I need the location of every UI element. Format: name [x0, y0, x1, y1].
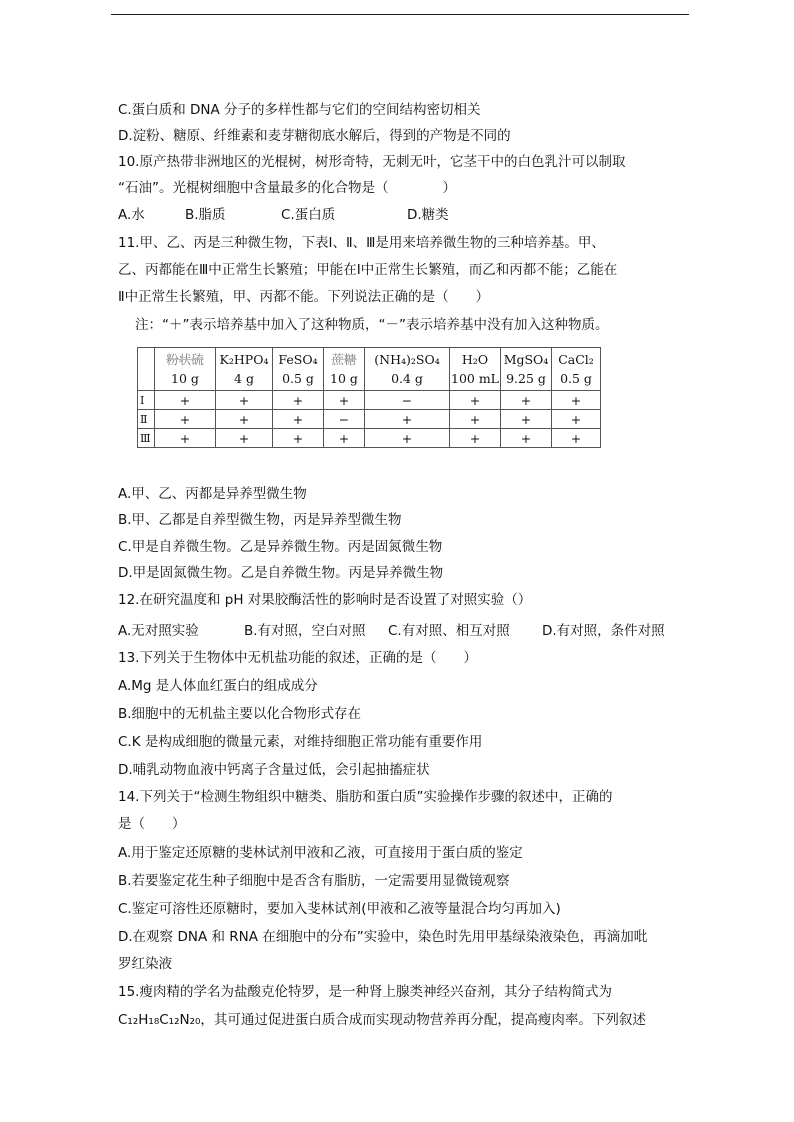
table-cell: + — [501, 429, 552, 448]
q10-option-c: C.蛋白质 — [281, 207, 336, 223]
q10-stem-line-2: “石油”。光棍树细胞中含量最多的化合物是（ ） — [118, 180, 456, 196]
q11-option-c: C.甲是自养微生物。乙是异养微生物。丙是固氮微生物 — [118, 539, 443, 555]
q11-stem-line-1: 11.甲、乙、丙是三种微生物，下表Ⅰ、Ⅱ、Ⅲ是用来培养微生物的三种培养基。甲、 — [118, 235, 605, 251]
q11-option-b: B.甲、乙都是自养型微生物，丙是异养型微生物 — [118, 512, 402, 528]
table-cell: + — [501, 391, 552, 410]
table-row-1 — [138, 391, 601, 410]
q11-stem-line-3: Ⅱ中正常生长繁殖，甲、丙都不能。下列说法正确的是（ ） — [118, 289, 490, 305]
table-cell: − — [324, 410, 365, 429]
q12-option-d: D.有对照，条件对照 — [542, 623, 665, 639]
table-cell: + — [450, 391, 501, 410]
table-cell: + — [324, 391, 365, 410]
q11-option-a: A.甲、乙、丙都是异养型微生物 — [118, 486, 307, 502]
table-cell: + — [552, 429, 601, 448]
q15-stem-line-1: 15.瘦肉精的学名为盐酸克伦特罗，是一种肾上腺类神经兴奋剂，其分子结构简式为 — [118, 984, 612, 1000]
q10-option-a: A.水 — [118, 207, 145, 223]
header-mgso4: MgSO₄ 9.25 g — [501, 348, 552, 391]
q13-option-d: D.哺乳动物血液中钙离子含量过低，会引起抽搐症状 — [118, 762, 430, 778]
table-cell: + — [273, 410, 324, 429]
q11-stem-line-2: 乙、丙都能在Ⅲ中正常生长繁殖；甲能在Ⅰ中正常生长繁殖，而乙和丙都不能；乙能在 — [118, 262, 618, 278]
q15-stem-line-2: C₁₂H₁₈C₁₂N₂₀，其可通过促进蛋白质合成而实现动物营养再分配，提高瘦肉率。下列叙述 — [118, 1012, 646, 1028]
table-cell: + — [155, 429, 216, 448]
table-cell: + — [450, 429, 501, 448]
table-cell: + — [273, 429, 324, 448]
q9-option-c: C.蛋白质和 DNA 分子的多样性都与它们的空间结构密切相关 — [118, 102, 481, 118]
q12-option-b: B.有对照，空白对照 — [244, 623, 366, 639]
q14-option-d: D.在观察 DNA 和 RNA 在细胞中的分布”实验中，染色时先用甲基绿染液染色，再滴加吡 — [118, 929, 648, 945]
q11-note: 注：“＋”表示培养基中加入了这种物质，“－”表示培养基中没有加入这种物质。 — [135, 317, 609, 333]
q14-option-d-continued: 罗红染液 — [118, 956, 172, 972]
table-cell: + — [450, 410, 501, 429]
table-cell: + — [216, 429, 273, 448]
q14-option-b: B.若要鉴定花生种子细胞中是否含有脂肪，一定需要用显微镜观察 — [118, 873, 510, 889]
table-cell: + — [365, 429, 450, 448]
q13-option-b: B.细胞中的无机盐主要以化合物形式存在 — [118, 706, 362, 722]
table-cell: + — [552, 410, 601, 429]
table-cell: + — [216, 391, 273, 410]
table-cell: + — [155, 391, 216, 410]
header-cacl2: CaCl₂ 0.5 g — [552, 348, 601, 391]
header-sulfur: 粉状硫 10 g — [155, 348, 216, 391]
q10-option-d: D.糖类 — [407, 207, 449, 223]
q12-options — [118, 621, 665, 641]
row-label: Ⅲ — [138, 429, 155, 448]
table-cell: + — [155, 410, 216, 429]
header-k2hpo4: K₂HPO₄ 4 g — [216, 348, 273, 391]
table-cell: + — [324, 429, 365, 448]
q14-option-a: A.用于鉴定还原糖的斐林试剂甲液和乙液，可直接用于蛋白质的鉴定 — [118, 845, 523, 861]
table-row-3 — [138, 429, 601, 448]
q14-stem-line-1: 14.下列关于“检测生物组织中糖类、脂肪和蛋白质”实验操作步骤的叙述中，正确的 — [118, 789, 613, 805]
table-cell: + — [216, 410, 273, 429]
q13-option-a: A.Mg 是人体血红蛋白的组成成分 — [118, 678, 318, 694]
table-cell: + — [365, 410, 450, 429]
q13-stem: 13.下列关于生物体中无机盐功能的叙述，正确的是（ ） — [118, 650, 477, 666]
table-cell: + — [552, 391, 601, 410]
q10-stem-line-1: 10.原产热带非洲地区的光棍树，树形奇特，无刺无叶，它茎干中的白色乳汁可以制取 — [118, 154, 626, 170]
header-feso4: FeSO₄ 0.5 g — [273, 348, 324, 391]
table-cell: + — [273, 391, 324, 410]
table-header-row — [138, 348, 601, 391]
q12-option-a: A.无对照实验 — [118, 623, 199, 639]
q12-option-c: C.有对照、相互对照 — [388, 623, 510, 639]
table-cell: + — [501, 410, 552, 429]
table-cell: − — [365, 391, 450, 410]
header-nh4so4: (NH₄)₂SO₄ 0.4 g — [365, 348, 450, 391]
top-rule — [111, 14, 689, 15]
q14-stem-line-2: 是（ ） — [118, 816, 186, 832]
row-label: Ⅰ — [138, 391, 155, 410]
row-label: Ⅱ — [138, 410, 155, 429]
q11-option-d: D.甲是固氮微生物。乙是自养微生物。丙是异养微生物 — [118, 565, 444, 581]
header-sucrose: 蔗糖 10 g — [324, 348, 365, 391]
q10-options — [118, 205, 449, 225]
q12-stem: 12.在研究温度和 pH 对果胶酶活性的影响时是否设置了对照实验（） — [118, 592, 532, 608]
corner-cell — [138, 348, 155, 391]
medium-table — [137, 347, 601, 448]
q9-option-d: D.淀粉、糖原、纤维素和麦芽糖彻底水解后，得到的产物是不同的 — [118, 128, 511, 144]
q14-option-c: C.鉴定可溶性还原糖时，要加入斐林试剂(甲液和乙液等量混合均匀再加入) — [118, 901, 561, 917]
header-water: H₂O 100 mL — [450, 348, 501, 391]
table-row-2 — [138, 410, 601, 429]
q10-option-b: B.脂质 — [185, 207, 226, 223]
q13-option-c: C.K 是构成细胞的微量元素，对维持细胞正常功能有重要作用 — [118, 734, 483, 750]
